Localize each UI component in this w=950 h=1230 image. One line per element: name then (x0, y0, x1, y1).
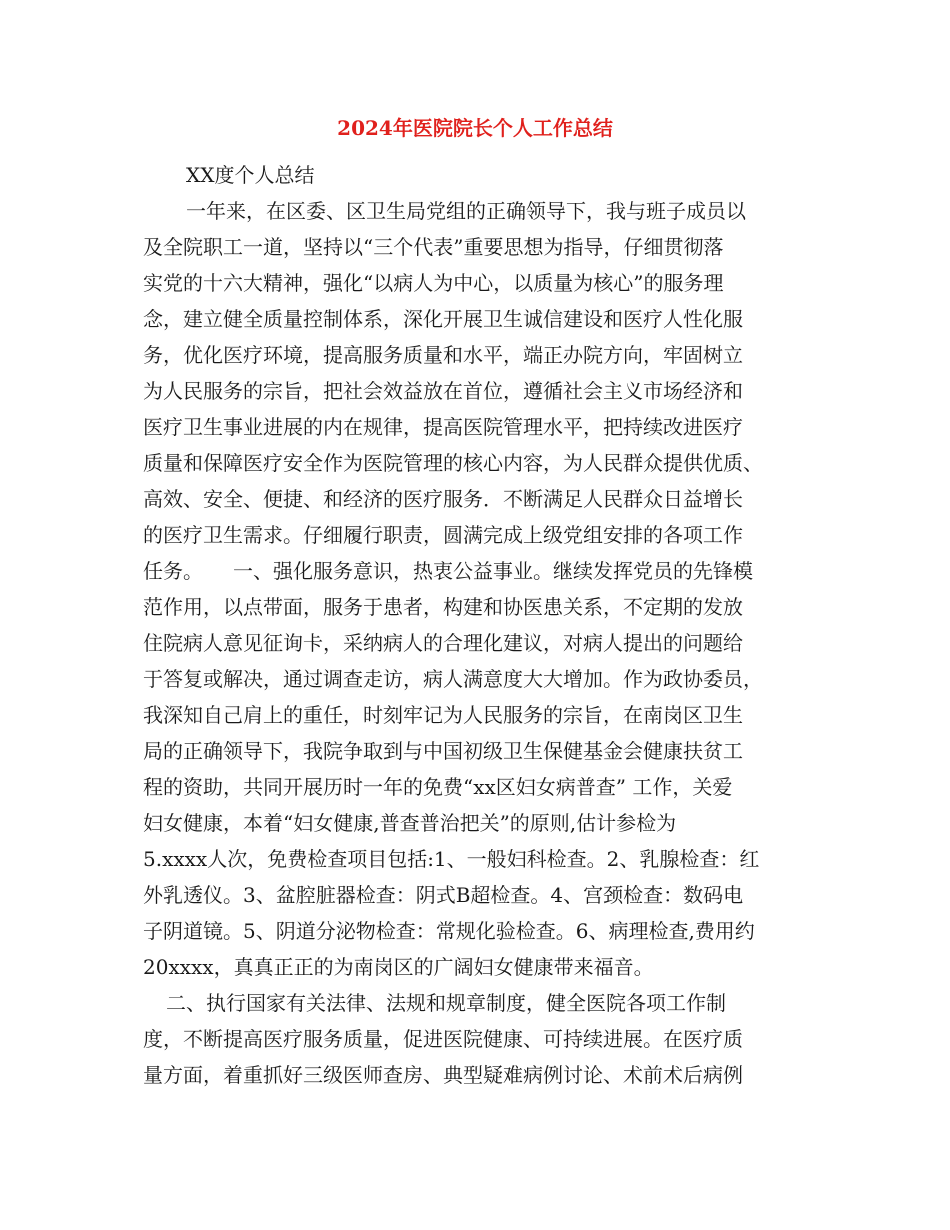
text-line: 外乳透仪。3、盆腔脏器检查：阴式B超检查。4、宫颈检查：数码电 (143, 883, 744, 907)
text-line: 二、执行国家有关法律、法规和规章制度，健全医院各项工作制 (166, 991, 726, 1015)
document-title: 2024年医院院长个人工作总结 (337, 116, 613, 140)
text-line: 高效、安全、便捷、和经济的医疗服务．不断满足人民群众日益增长 (143, 487, 743, 511)
text-line: 住院病人意见征询卡，采纳病人的合理化建议，对病人提出的问题给 (143, 631, 743, 655)
text-line: 程的资助，共同开展历时一年的免费“xx区妇女病普查” 工作，关爱 (143, 775, 733, 799)
text-line: 量方面，着重抓好三级医师查房、典型疑难病例讨论、术前术后病例 (143, 1063, 743, 1087)
text-line: 及全院职工一道，坚持以“三个代表”重要思想为指导，仔细贯彻落 (143, 235, 724, 259)
text-line: 医疗卫生事业进展的内在规律，提高医院管理水平，把持续改进医疗 (143, 415, 743, 439)
text-line: 20xxxx，真真正正的为南岗区的广阔妇女健康带来福音。 (143, 955, 654, 979)
text-line: 度，不断提高医疗服务质量，促进医院健康、可持续进展。在医疗质 (143, 1027, 743, 1051)
text-line: 务，优化医疗环境，提高服务质量和水平，端正办院方向，牢固树立 (143, 343, 743, 367)
text-line: 的医疗卫生需求。仔细履行职责，圆满完成上级党组安排的各项工作 (143, 523, 743, 547)
text-line: 为人民服务的宗旨，把社会效益放在首位，遵循社会主义市场经济和 (143, 379, 743, 403)
text-line: 子阴道镜。5、阴道分泌物检查：常规化验检查。6、病理检查,费用约 (143, 919, 755, 943)
text-line: 质量和保障医疗安全作为医院管理的核心内容，为人民群众提供优质、 (143, 451, 763, 475)
text-line: 实党的十六大精神，强化“以病人为中心，以质量为核心”的服务理 (143, 271, 724, 295)
text-line: 念，建立健全质量控制体系，深化开展卫生诚信建设和医疗人性化服 (143, 307, 743, 331)
text-line: 范作用，以点带面，服务于患者，构建和协医患关系，不定期的发放 (143, 595, 743, 619)
text-line: 任务。 一、强化服务意识，热衷公益事业。继续发挥党员的先锋模 (143, 559, 753, 583)
text-line: 一年来，在区委、区卫生局党组的正确领导下，我与班子成员以 (186, 199, 746, 223)
text-line: 于答复或解决，通过调查走访，病人满意度大大增加。作为政协委员， (143, 667, 763, 691)
text-line: XX度个人总结 (186, 163, 315, 187)
text-line: 5.xxxx人次，免费检查项目包括:1、一般妇科检查。2、乳腺检查：红 (143, 847, 760, 871)
text-line: 我深知自己肩上的重任，时刻牢记为人民服务的宗旨，在南岗区卫生 (143, 703, 743, 727)
text-line: 局的正确领导下，我院争取到与中国初级卫生保健基金会健康扶贫工 (143, 739, 743, 763)
text-line: 妇女健康，本着“妇女健康,普查普治把关”的原则,估计参检为 (143, 811, 677, 835)
